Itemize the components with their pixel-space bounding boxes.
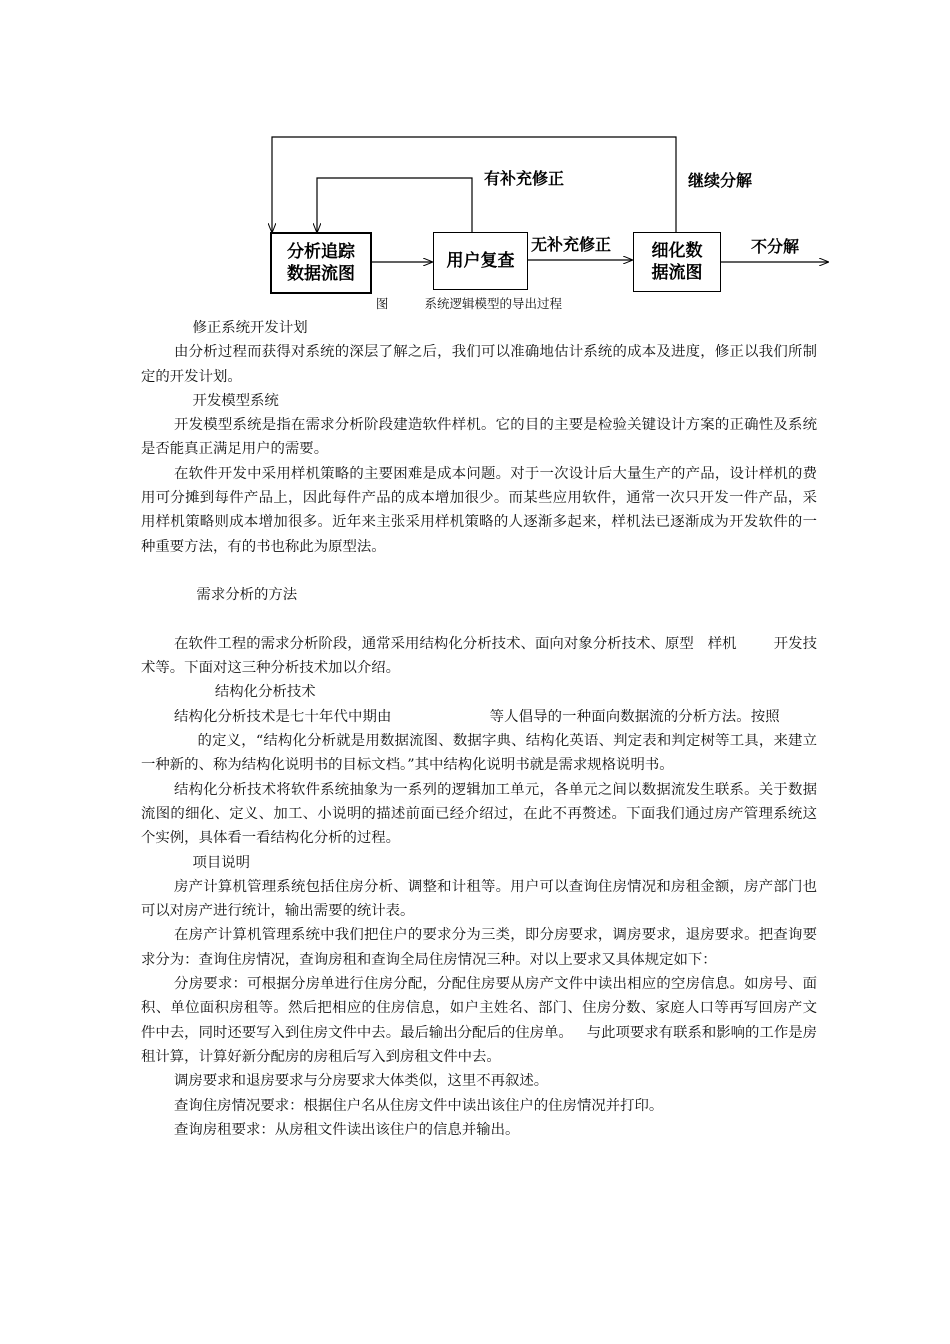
- paragraph-revise-plan: 由分析过程而获得对系统的深层了解之后，我们可以准确地估计系统的成本及进度，修正以我们所制定的开发计划。 ﾠ: [141, 344, 817, 385]
- review-node-label: 用户复查: [446, 251, 515, 271]
- paragraph-adjust: 调房要求和退房要求与分房要求大体类似，这里不再叙述。 ﾠ: [174, 1073, 567, 1090]
- paragraph-allot: 分房要求：可根据分房单进行住房分配，分配住房要从房产文件中读出相应的空房信息。如房号、面积、单位面积房租等。然后把相应的住房信息，如户主姓名、部门、住房分数、家庭人口等再写回房产文件中去，同时还要写入到住房文件中去。最后输出分配后的住房单。ﾠ与此项要求有联系和影响的工作是房租计算，计算好新分配房的房租后写入到房租文件中去。ﾠ: [141, 976, 817, 1065]
- flow-diagram: [0, 0, 950, 300]
- paragraph-structured-2: 结构化分析技术将软件系统抽象为一系列的逻辑加工单元，各单元之间以数据流发生联系。关于数据流图的细化、定义、加工、小说明的描述前面已经介绍过，在此不再赘述。下面我们通过房产管理系统这个实例，具体看一看结构化分析的过程。 ﾠ: [141, 781, 817, 847]
- blank-line: ﾠ: [141, 562, 155, 579]
- paragraph-structured-1: 结构化分析技术是七十年代中期由 ﾠ ﾠ ﾠ ﾠ ﾠ 等人倡导的一种面向数据流的分析方法。按照 ﾠ ﾠ ﾠ ﾠ ﾠ 的定义，“结构化分析就是用数据流图、数据字典、结构化英语、判定表和判定树等工具，来建立一种新的、称为结构化说明书的目标文档。”其中结构化说明书就是需求规格说明书。 ﾠ: [141, 708, 817, 774]
- heading-revise-plan: ﾠ 修正系统开发计划 ﾠ: [174, 320, 327, 336]
- figure-caption: 图 ﾠ ﾠ 系统逻辑模型的导出过程ﾠ: [375, 296, 575, 311]
- supplement-label: 有补充修正: [484, 169, 565, 188]
- paragraph-prototype-2: 在软件开发中采用样机策略的主要困难是成本问题。对于一次设计后大量生产的产品，设计样机的费用可分摊到每件产品上，因此每件产品的成本增加很少。而某些应用软件，通常一次只开发一件产品，采用样机策略则成本增加很多。近年来主张采用样机策略的人逐渐多起来，样机法已逐渐成为开发软件的一种重要方法，有的书也称此为原型法。 ﾠ: [141, 465, 817, 555]
- refine-node: [633, 232, 721, 292]
- no-decompose-label: 不分解: [751, 237, 800, 256]
- supplement-arrow: [317, 178, 472, 232]
- review-node-glyph: ﾠ: [476, 275, 487, 288]
- heading-methods: ﾠ ﾠ ﾠ 需求分析的方法 ﾠ: [141, 587, 316, 604]
- heading-structured: ﾠ ﾠ ﾠ ﾠ 结构化分析技术 ﾠ: [141, 684, 335, 701]
- paragraph-project-2: 在房产计算机管理系统中我们把住户的要求分为三类，即分房要求，调房要求，退房要求。把查询要求分为：查询住房情况，查询房租和查询全局住房情况三种。对以上要求又具体规定如下： ﾠ: [141, 927, 817, 968]
- document-body: [141, 316, 817, 1142]
- heading-prototype: ﾠ 开发模型系统 ﾠ: [174, 392, 298, 409]
- heading-project: ﾠ 项目说明 ﾠ: [174, 854, 269, 871]
- continue-decompose-label: 继续分解: [688, 171, 753, 190]
- paragraph-query-housing: 查询住房情况要求：根据住户名从住房文件中读出该住户的住房情况并打印。 ﾠ: [174, 1097, 682, 1114]
- paragraph-query-rent: 查询房租要求：从房租文件读出该住户的信息并输出。 ﾠ: [174, 1121, 538, 1138]
- analysis-node-label: 分析追踪 数据流图: [287, 242, 355, 284]
- analysis-node: [270, 232, 372, 294]
- paragraph-prototype-1: 开发模型系统是指在需求分析阶段建造软件样机。它的目的主要是检验关键设计方案的正确性及系统是否能真正满足用户的需要。 ﾠ: [141, 417, 817, 458]
- continue-decompose-arrow: [272, 137, 676, 246]
- refine-node-label: 细化数 据流图: [651, 241, 703, 283]
- paragraph-methods: 在软件工程的需求分析阶段，通常采用结构化分析技术、面向对象分析技术、原型ﾠ样机ﾠ ﾠ 开发技术等。下面对这三种分析技术加以介绍。 ﾠ: [141, 635, 817, 677]
- no-supplement-label: 无补充修正: [531, 235, 612, 254]
- paragraph-project-1: 房产计算机管理系统包括住房分析、调整和计租等。用户可以查询住房情况和房租金额，房产部门也可以对房产进行统计，输出需要的统计表。 ﾠ: [141, 878, 817, 920]
- blank-line: ﾠ: [141, 611, 155, 628]
